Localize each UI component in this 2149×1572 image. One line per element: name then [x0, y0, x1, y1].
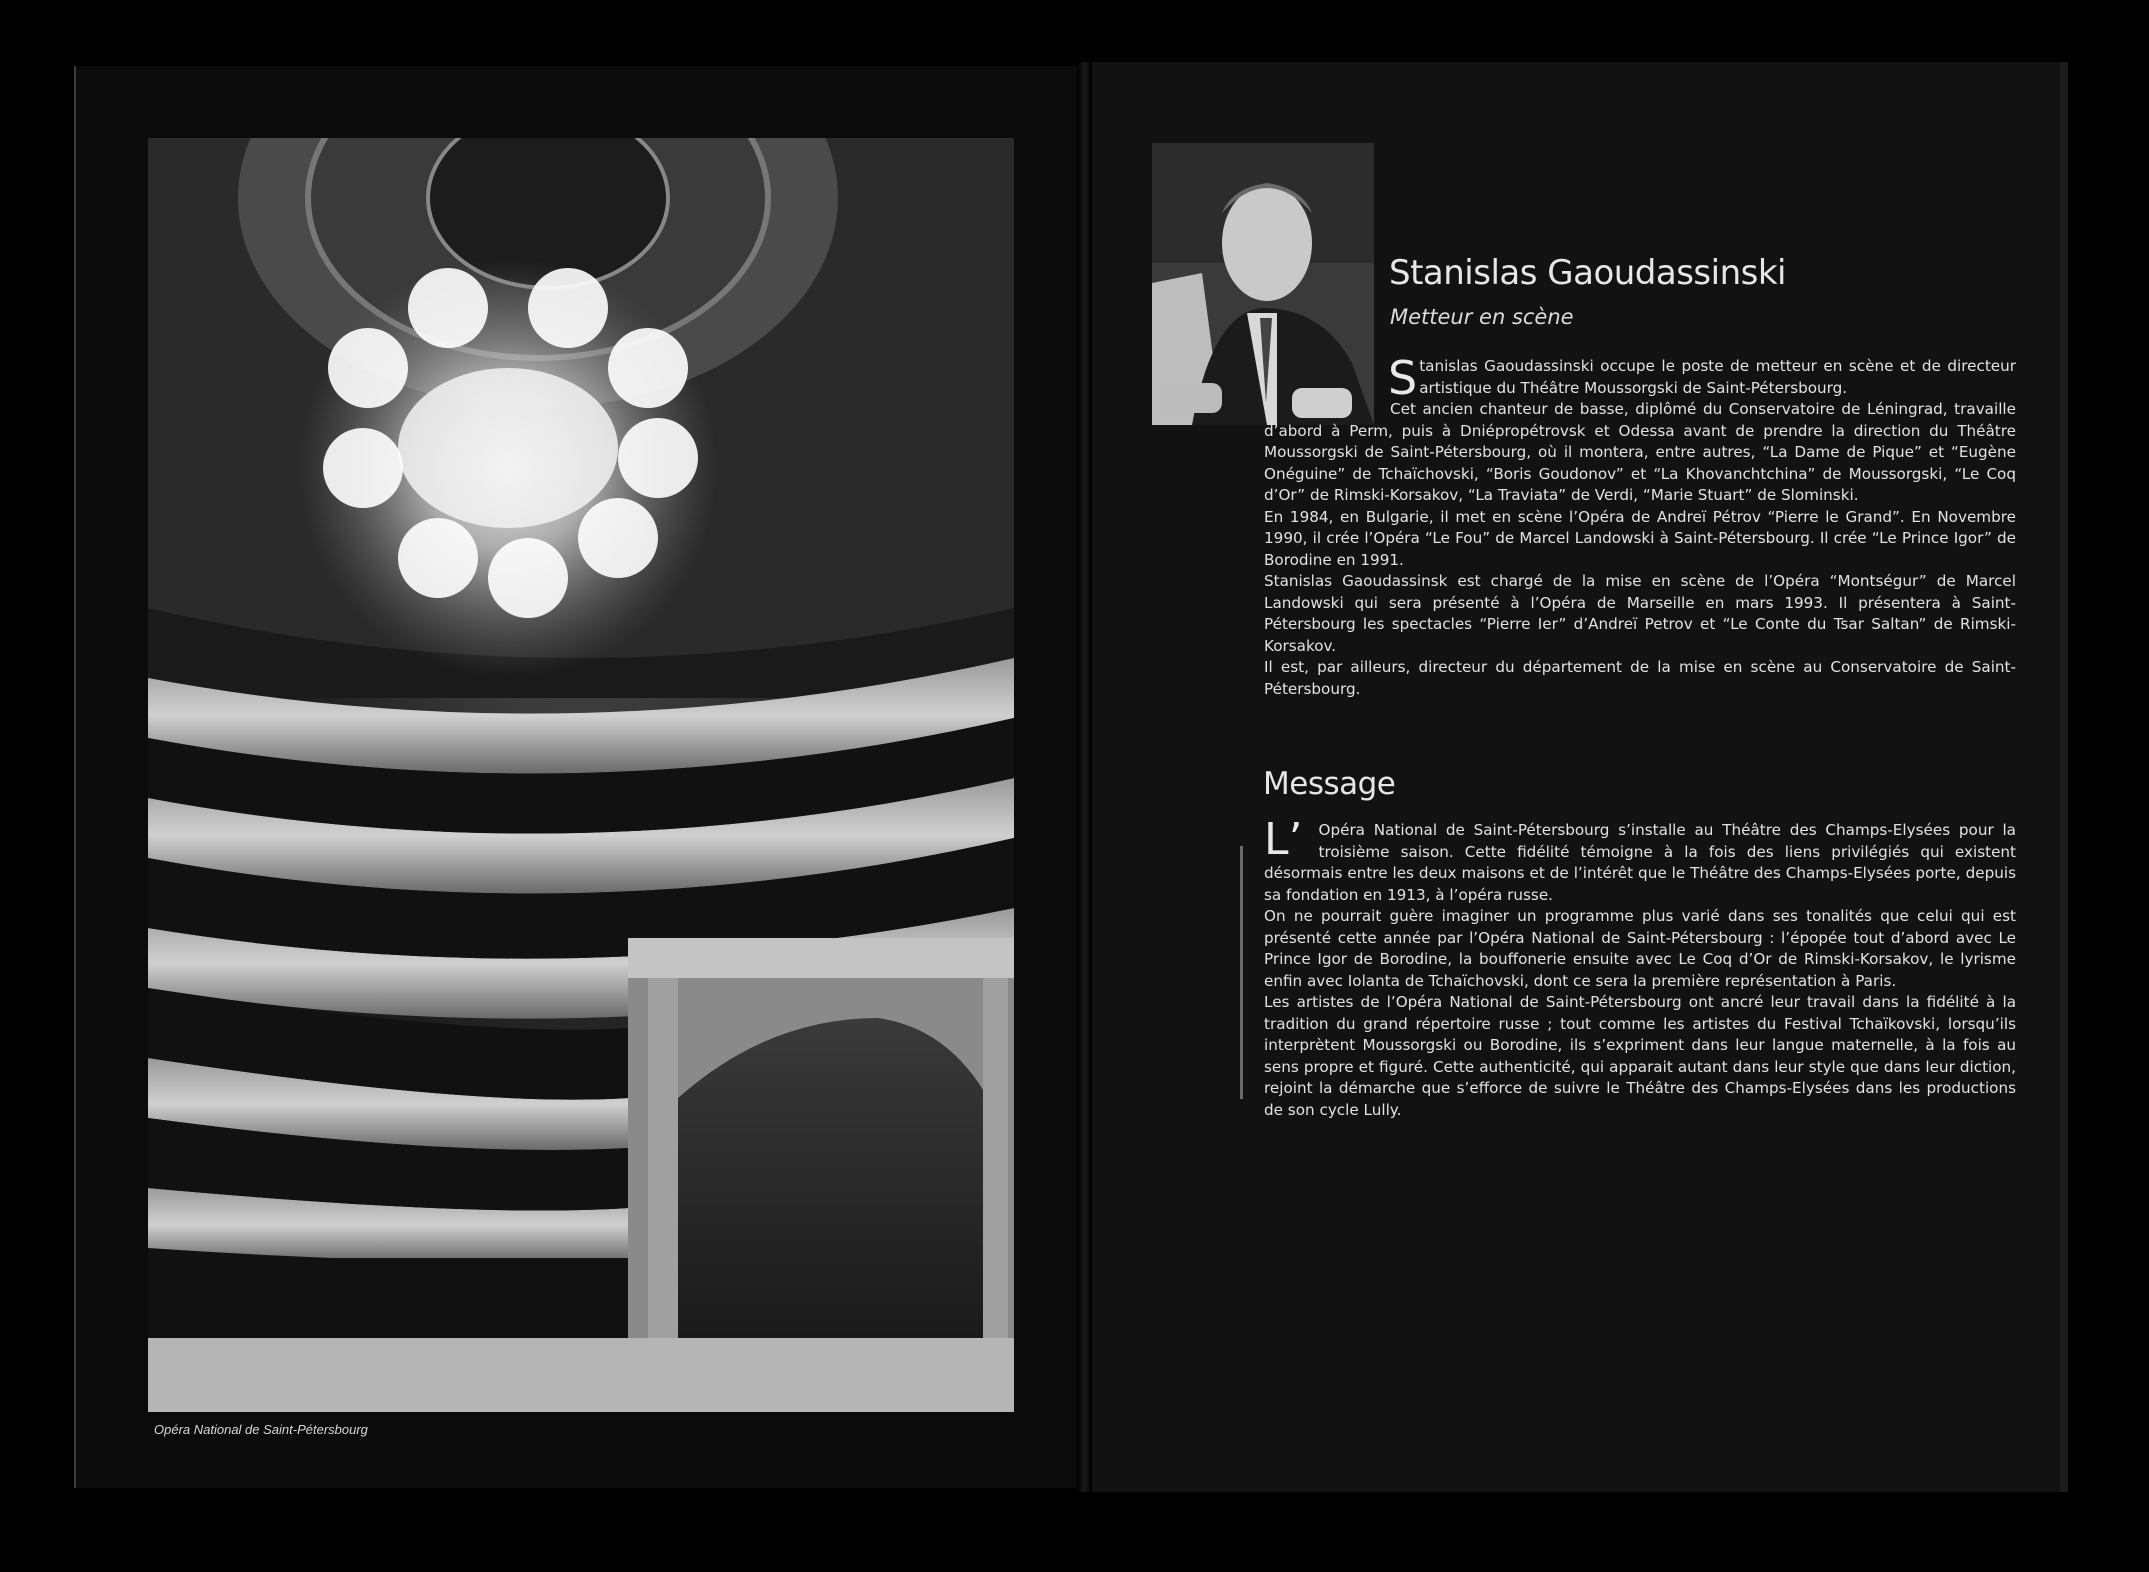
bio-paragraph-5: Il est, par ailleurs, directeur du département de la mise en scène au Conservatoire de Saint-Pétersbourg. [1264, 658, 2016, 698]
book-gutter [1077, 62, 1092, 1492]
message-text [1264, 814, 2016, 1121]
bio-paragraph-1 [1264, 351, 2016, 405]
page-edge [2060, 62, 2068, 1492]
bio-paragraph-1-text: tanislas Gaoudassinski occupe le poste de metteur en scène et de directeur artistique du Théâtre Moussorgski de Saint-Pétersbourg. [1419, 357, 2016, 397]
bio-paragraph-3: En 1984, en Bulgarie, il met en scène l’Opéra de Andreï Pétrov “Pierre le Grand”. En Novembre 1990, il crée l’Opéra “Le Fou” de Marcel Landowski à Saint-Pétersbourg. Il crée “Le Prince Igor” de Borodine en 1991. [1264, 507, 2016, 569]
bio-name: Stanislas Gaoudassinski [1389, 253, 1786, 293]
message-heading: Message [1263, 766, 1396, 802]
bio-paragraph-2: Cet ancien chanteur de basse, diplômé du Conservatoire de Léningrad, travaille d’abord à Perm, puis à Dniépropétrovsk et Odessa avant de prendre la direction du Théâtre Moussorgski de Saint-Pétersbourg, où il montera, entre autres, “La Dame de Pique” et “Eugène Onéguine” de Tchaïchovski, “Boris Goudonov” et “La Khovanchtchina” de Moussorgski, “Le Coq d’Or” de Rimski-Korsakov, “La Traviata” de Verdi, “Marie Stuart” de Slominski. [1264, 400, 2016, 504]
photo-caption: Opéra National de Saint-Pétersbourg [154, 1422, 368, 1437]
bio-role: Metteur en scène [1390, 305, 1574, 329]
vertical-rule [1240, 846, 1243, 1099]
message-paragraph-1 [1264, 814, 2016, 906]
bio-text [1264, 351, 2016, 700]
message-paragraph-3: Les artistes de l’Opéra National de Saint-Pétersbourg ont ancré leur travail dans la fidélité à la tradition du grand répertoire russe ; tout comme les artistes du Festival Tchaïkovski, lorsqu’ils interprètent Moussorgski ou Borodine, ils s’expriment dans leur langue maternelle, à la fois au sens propre et figuré. Cette authenticité, qui apparait autant dans leur style que dans leur diction, rejoint la démarche que s’efforce de suivre le Théâtre des Champs-Elysées dans les productions de son cycle Lully. [1264, 993, 2016, 1119]
drop-cap: L’ [1264, 814, 1303, 865]
drop-cap: S [1388, 351, 1418, 405]
message-paragraph-2: On ne pourrait guère imaginer un programme plus varié dans ses tonalités que celui qui est présenté cette année par l’Opéra National de Saint-Pétersbourg : l’épopée tout d’abord avec Le Prince Igor de Borodine, la bouffonerie ensuite avec Le Coq d’Or de Rimski-Korsakov, le lyrisme enfin avec Iolanta de Tchaïchovski, dont ce sera la première représentation à Paris. [1264, 907, 2016, 990]
message-paragraph-1-text: Opéra National de Saint-Pétersbourg s’installe au Théâtre des Champs-Elysées pour la troisième saison. Cette fidélité témoigne à la fois des liens privilégiés qui existent désormais entre les deux maisons et de l’intérêt que le Théâtre des Champs-Elysées porte, depuis sa fondation en 1913, à l’opéra russe. [1264, 821, 2016, 904]
theater-photo [148, 138, 1014, 1412]
bio-paragraph-4: Stanislas Gaoudassinsk est chargé de la mise en scène de l’Opéra “Montségur” de Marcel Landowski qui sera présenté à l’Opéra de Marseille en mars 1993. Il présentera à Saint-Pétersbourg les spectacles “Pierre Ier” d’Andreï Petrov et “Le Conte du Tsar Saltan” de Rimski-Korsakov. [1264, 572, 2016, 655]
